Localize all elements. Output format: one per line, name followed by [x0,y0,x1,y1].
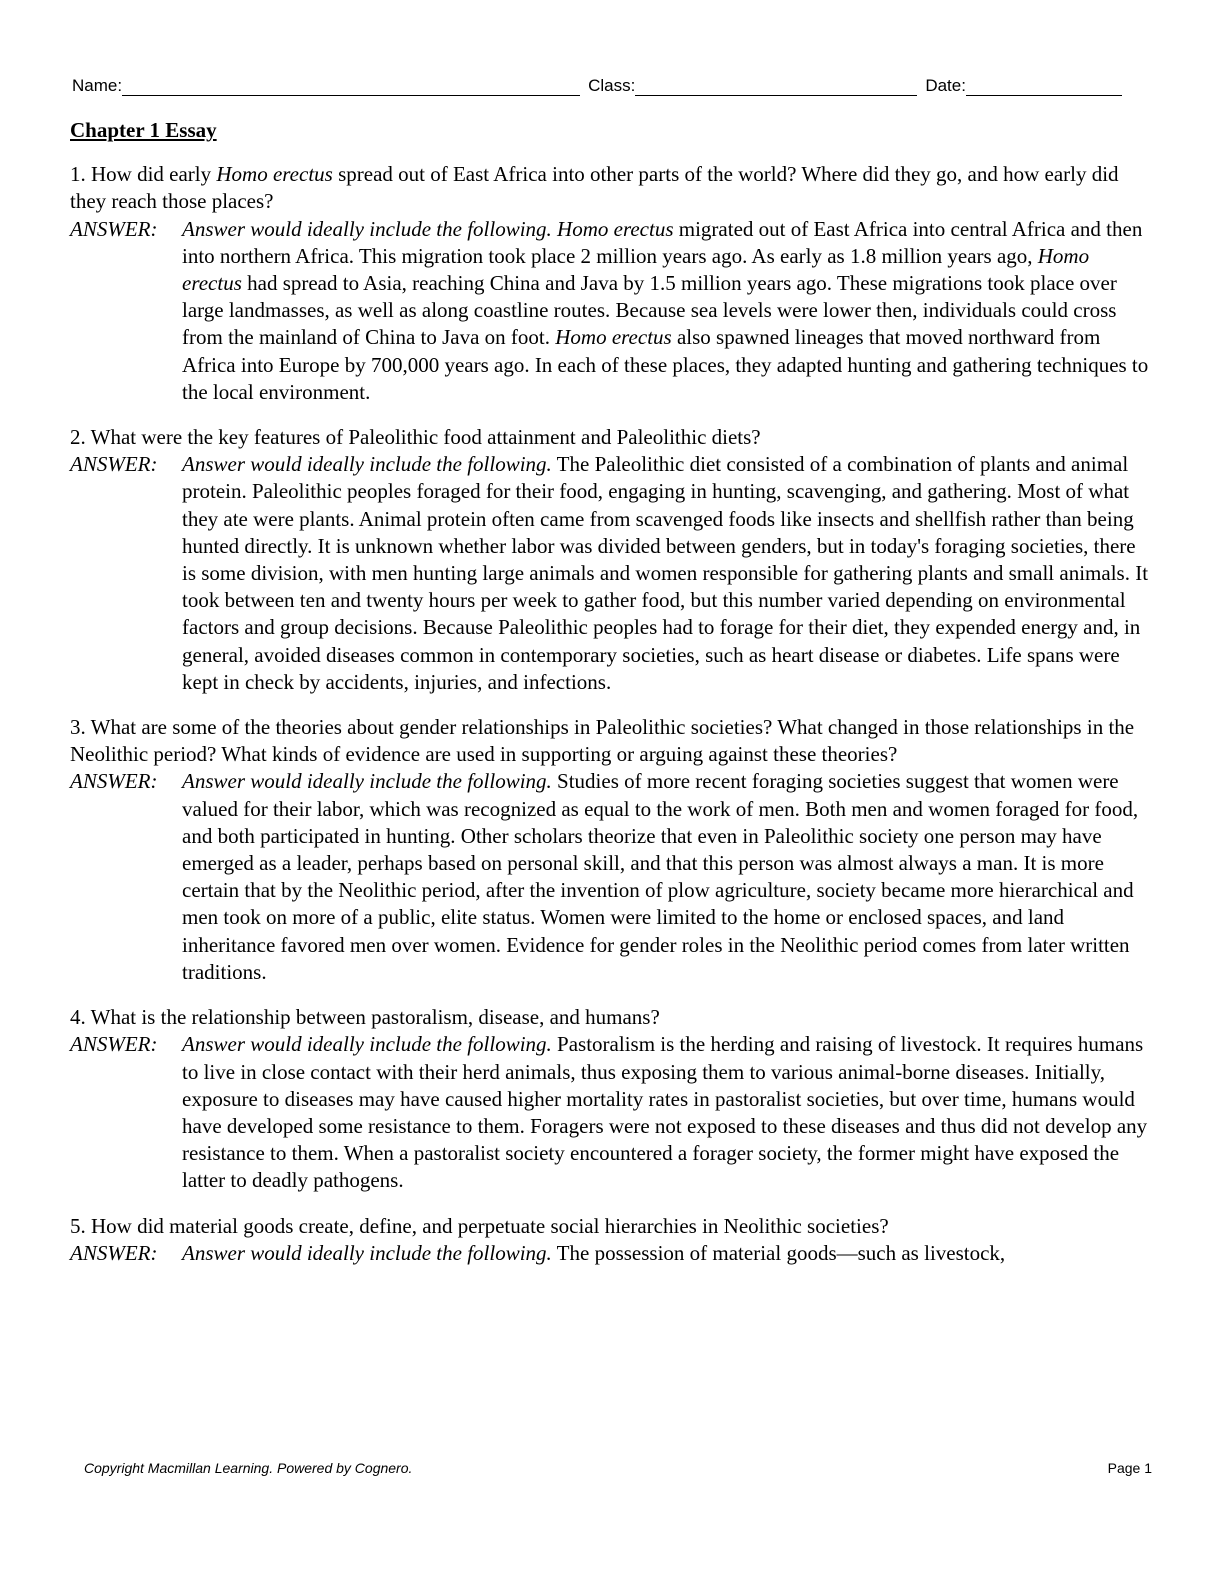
question-2: 2. What were the key features of Paleolithic food attainment and Paleolithic diets? [70,425,761,450]
question-5: 5. How did material goods create, define, and perpetuate social hierarchies in Neolithic societies? [70,1213,889,1238]
answer-4 [70,1031,1150,1194]
class-label: Class: [588,76,636,95]
answer-label: ANSWER: [70,1032,158,1057]
page-title: Chapter 1 Essay [70,118,217,142]
answer-intro: Answer would ideally include the following. [182,769,552,794]
answer-text [182,1240,1150,1267]
class-field-line[interactable] [635,75,917,96]
date-field-line[interactable] [966,75,1122,96]
answer-3 [70,768,1150,986]
answer-body: Studies of more recent foraging societies suggest that women were valued for their labor, which was recognized as equal to the work of men. Both men and women foraged for food, and both participated in hunting. Other scholars theorize that even in Paleolithic society one person may have emerged as a leader, perhaps based on personal skill, and that this person was almost always a man. It is more certain that by the Neolithic period, after the invention of plow agriculture, society became more hierarchical and men took on more of a public, elite status. Women were limited to the home or enclosed spaces, and land inheritance favored men over women. Evidence for gender roles in the Neolithic period comes from later written traditions. [182,769,1139,984]
name-field-line[interactable] [122,75,580,96]
answer-body: The Paleolithic diet consisted of a combination of plants and animal protein. Paleolithic peoples foraged for their food, engaging in hunting, scavenging, and gathering. Most of what they ate were plants. Animal protein often came from scavenged foods like insects and shellfish rather than being hunted directly. It is unknown whether labor was divided between genders, but in today's foraging societies, there is some division, with men hunting large animals and women responsible for gathering plants and small animals. It took between ten and twenty hours per week to gather food, but this number varied depending on environmental factors and group decisions. Because Paleolithic peoples had to forage for their diet, they expended energy and, in general, avoided diseases common in contemporary societies, such as heart disease or diabetes. Life spans were kept in check by accidents, injuries, and infections. [182,452,1149,694]
answer-label: ANSWER: [70,216,158,241]
question-4: 4. What is the relationship between pastoralism, disease, and humans? [70,1005,660,1030]
answer-label: ANSWER: [70,452,158,477]
page-number: Page 1 [1107,1460,1152,1476]
answer-intro: Answer would ideally include the following. [182,1240,552,1265]
page-footer [84,1460,1156,1476]
species-name: Homo erectus [557,216,674,241]
species-name: Homo erectus [216,162,333,187]
student-info-header [72,72,1144,96]
answer-body: Pastoralism is the herding and raising of livestock. It requires humans to live in close contact with their herd animals, thus exposing them to various animal-borne diseases. Initially, exposure to diseases may have caused higher mortality rates in pastoralist societies, but over time, humans would have developed some resistance to them. Foragers were not exposed to these diseases and thus did not develop any resistance to them. When a pastoralist society encountered a forager society, the former might have exposed the latter to deadly pathogens. [182,1032,1148,1193]
answer-text [182,451,1150,696]
answer-body: also spawned lineages that moved northward from Africa into Europe by 700,000 years ago. In each of these places, they adapted hunting and gathering techniques to the local environment. [182,325,1149,404]
answer-body: had spread to Asia, reaching China and Java by 1.5 million years ago. These migrations took place over large landmasses, as well as along coastline routes. Because sea levels were lower then, individuals could cross from the mainland of China to Java on foot. [182,271,1117,350]
answer-label: ANSWER: [70,769,158,794]
date-label: Date: [925,76,966,95]
answer-label: ANSWER: [70,1240,158,1265]
answer-body: The possession of material goods—such as livestock, [551,1240,1006,1265]
answer-5 [70,1240,1150,1267]
answer-2 [70,451,1150,696]
species-name: Homo erectus [555,325,672,350]
question-text: spread out of East Africa into other parts of the world? Where did they go, and how early did they reach those places? [70,162,1119,214]
answer-text [182,1031,1150,1194]
essay-content [70,117,1150,1267]
question-text: 1. How did early [70,162,217,187]
answer-intro: Answer would ideally include the following. [182,216,552,241]
species-name: Homo erectus [182,243,1090,296]
answer-1 [70,216,1150,406]
answer-text [182,768,1150,986]
answer-text [182,216,1150,406]
answer-body: migrated out of East Africa into central Africa and then into northern Africa. This migration took place 2 million years ago. As early as 1.8 million years ago, [182,216,1143,268]
answer-intro: Answer would ideally include the following. [182,452,552,477]
copyright-notice: Copyright Macmillan Learning. Powered by Cognero. [84,1460,413,1476]
name-label: Name: [72,76,123,95]
answer-intro: Answer would ideally include the following. [182,1032,552,1057]
question-1 [70,161,1150,215]
question-3: 3. What are some of the theories about gender relationships in Paleolithic societies? What changed in those relationships in the Neolithic period? What kinds of evidence are used in supporting or arguing against these theories? [70,715,1135,767]
